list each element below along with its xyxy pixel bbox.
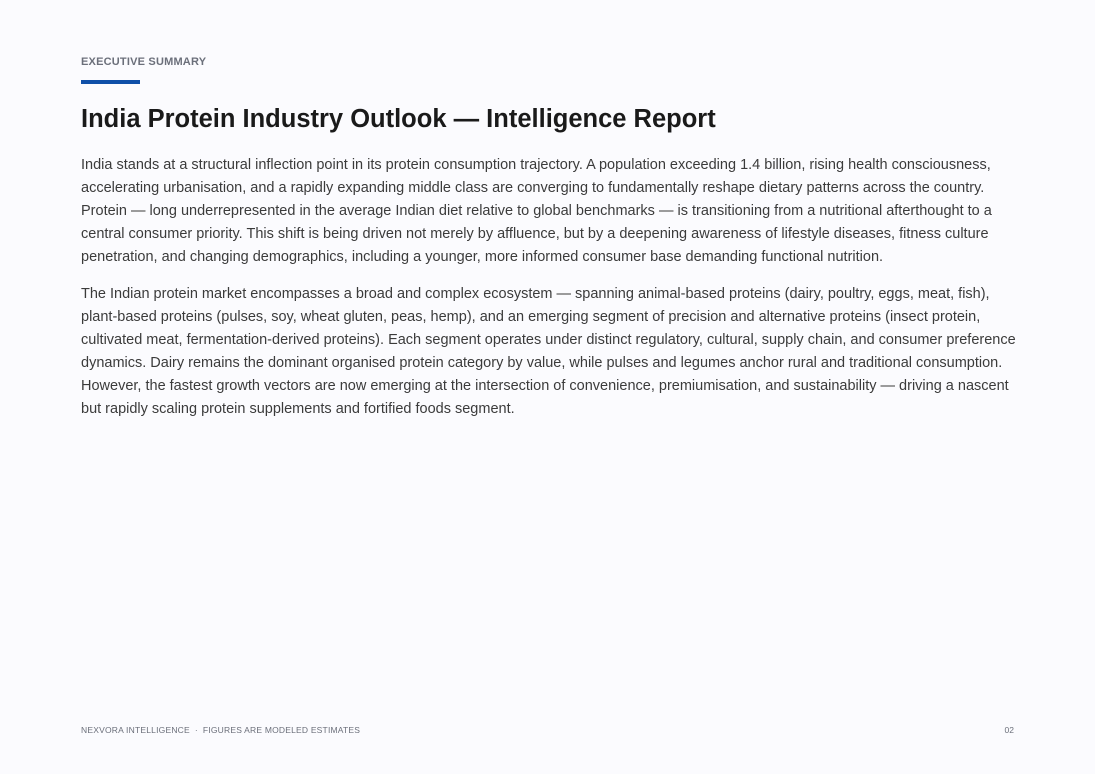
paragraph-1: India stands at a structural inflection point in its protein consumption trajectory. A population exceeding 1.4 billion, rising health consciousness, accelerating urbanisation, and a rapidly expanding middle class are converging to fundamentally reshape dietary patterns across the country. Protein — long underrepresented in the average Indian diet relative to global benchmarks — is transitioning from a nutritional afterthought to a central consumer priority. This shift is being driven not merely by affluence, but by a deepening awareness of lifestyle diseases, fitness culture penetration, and changing demographics, including a younger, more informed consumer base demanding functional nutrition. (81, 157, 992, 265)
footer-left (81, 725, 360, 735)
footer-brand: NEXVORA INTELLIGENCE (81, 725, 190, 735)
paragraph-2: The Indian protein market encompasses a broad and complex ecosystem — spanning animal-based proteins (dairy, poultry, eggs, meat, fish), plant-based proteins (pulses, soy, wheat gluten, peas, hemp), and an emerging segment of precision and alternative proteins (insect protein, cultivated meat, fermentation-derived proteins). Each segment operates under distinct regulatory, cultural, supply chain, and consumer preference dynamics. Dairy remains the dominant organised protein category by value, while pulses and legumes anchor rural and traditional consumption. However, the fastest growth vectors are now emerging at the intersection of convenience, premiumisation, and sustainability — driving a nascent but rapidly scaling protein supplements and fortified foods segment. (81, 286, 1016, 417)
page-title: India Protein Industry Outlook — Intelligence Report (81, 105, 716, 133)
footer-note: FIGURES ARE MODELED ESTIMATES (202, 725, 361, 735)
page-number: 02 (1004, 725, 1014, 735)
accent-bar (81, 80, 140, 84)
section-label: EXECUTIVE SUMMARY (81, 56, 207, 68)
footer-separator: · (194, 725, 198, 735)
body-text (81, 154, 1016, 435)
